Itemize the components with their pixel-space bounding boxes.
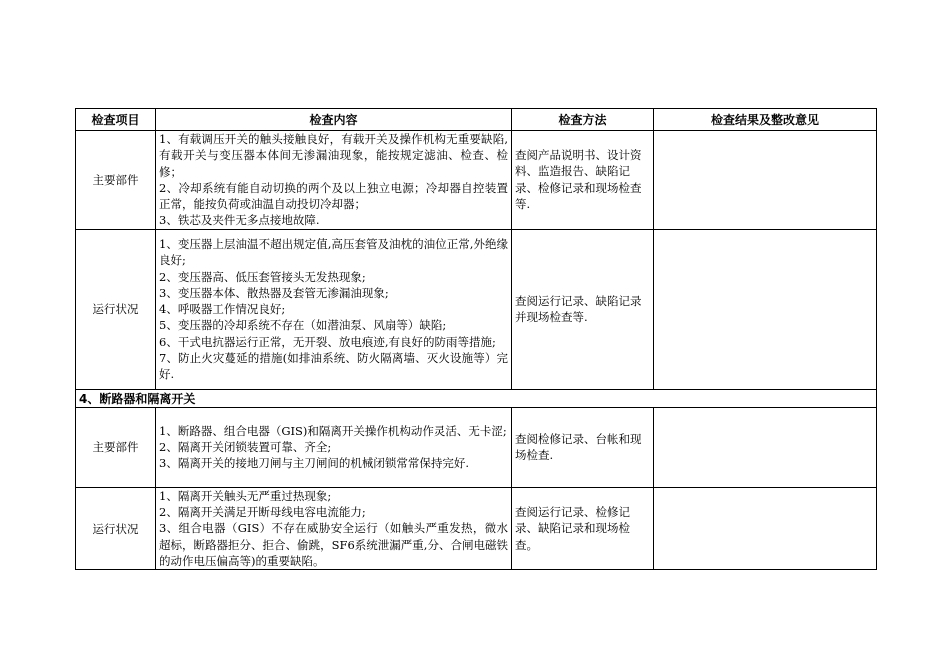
row-method: 查阅产品说明书、设计资料、监造报告、缺陷记录、检修记录和现场检查等. — [512, 131, 654, 230]
row-method: 查阅运行记录、检修记录、缺陷记录和现场检查。 — [512, 487, 654, 569]
content-line: 1、断路器、组合电器（GIS)和隔离开关操作机构动作灵活、无卡涩; — [159, 423, 507, 438]
content-line: 3、组合电器（GIS）不存在威胁安全运行（如触头严重发热，微水超标，断路器拒分、拒合、偷跳，SF6系统泄漏严重,分、合闸电磁铁的动作电压偏高等)的重要缺陷。 — [159, 521, 508, 568]
content-line: 1、有载调压开关的触头接触良好，有载开关及操作机构无重要缺陷,有载开关与变压器本体间无渗漏油现象，能按规定滤油、检查、检修； — [159, 132, 508, 179]
header-row — [76, 109, 877, 131]
row-content — [156, 229, 512, 389]
content-line: 4、呼吸器工作情况良好; — [159, 302, 286, 317]
row-category: 主要部件 — [76, 131, 156, 230]
header-method: 检查方法 — [512, 109, 654, 131]
table-row — [76, 407, 877, 487]
row-category: 运行状况 — [76, 229, 156, 389]
row-category: 主要部件 — [76, 407, 156, 487]
content-line: 5、变压器的冷却系统不存在（如潜油泵、风扇等）缺陷; — [159, 318, 447, 333]
table-row — [76, 131, 877, 230]
section-row — [76, 389, 877, 407]
content-line: 1、变压器上层油温不超出规定值,高压套管及油枕的油位正常,外绝缘良好; — [159, 236, 508, 268]
content-line: 3、铁芯及夹件无多点接地故障. — [159, 213, 320, 228]
content-line: 1、隔离开关触头无严重过热现象; — [159, 488, 332, 503]
content-line: 2、隔离开关闭锁装置可靠、齐全; — [159, 440, 332, 455]
content-line: 6、干式电抗器运行正常，无开裂、放电痕迹,有良好的防雨等措施; — [159, 334, 496, 349]
row-category: 运行状况 — [76, 487, 156, 569]
table-row — [76, 487, 877, 569]
row-method: 查阅检修记录、台帐和现场检查. — [512, 407, 654, 487]
row-result — [654, 131, 877, 230]
row-result — [654, 487, 877, 569]
content-line: 3、变压器本体、散热器及套管无渗漏油现象; — [159, 285, 389, 300]
inspection-table — [75, 108, 877, 570]
content-line: 3、隔离开关的接地刀闸与主刀闸间的机械闭锁常常保持完好. — [159, 456, 469, 471]
content-line: 2、隔离开关满足开断母线电容电流能力; — [159, 505, 366, 520]
content-line: 7、防止火灾蔓延的措施(如排油系统、防火隔离墙、灭火设施等）完好. — [159, 351, 508, 382]
row-result — [654, 229, 877, 389]
header-item: 检查项目 — [76, 109, 156, 131]
row-result — [654, 407, 877, 487]
header-content: 检查内容 — [156, 109, 512, 131]
section-title: 4、断路器和隔离开关 — [76, 389, 877, 407]
table-row — [76, 229, 877, 389]
content-line: 2、变压器高、低压套管接头无发热现象; — [159, 269, 366, 284]
row-content — [156, 131, 512, 230]
header-result: 检查结果及整改意见 — [654, 109, 877, 131]
content-line: 2、冷却系统有能自动切换的两个及以上独立电源；冷却器自控装置正常，能按负荷或油温自动投切冷却器； — [159, 180, 508, 212]
row-content — [156, 407, 512, 487]
row-content — [156, 487, 512, 569]
row-method: 查阅运行记录、缺陷记录并现场检查等. — [512, 229, 654, 389]
